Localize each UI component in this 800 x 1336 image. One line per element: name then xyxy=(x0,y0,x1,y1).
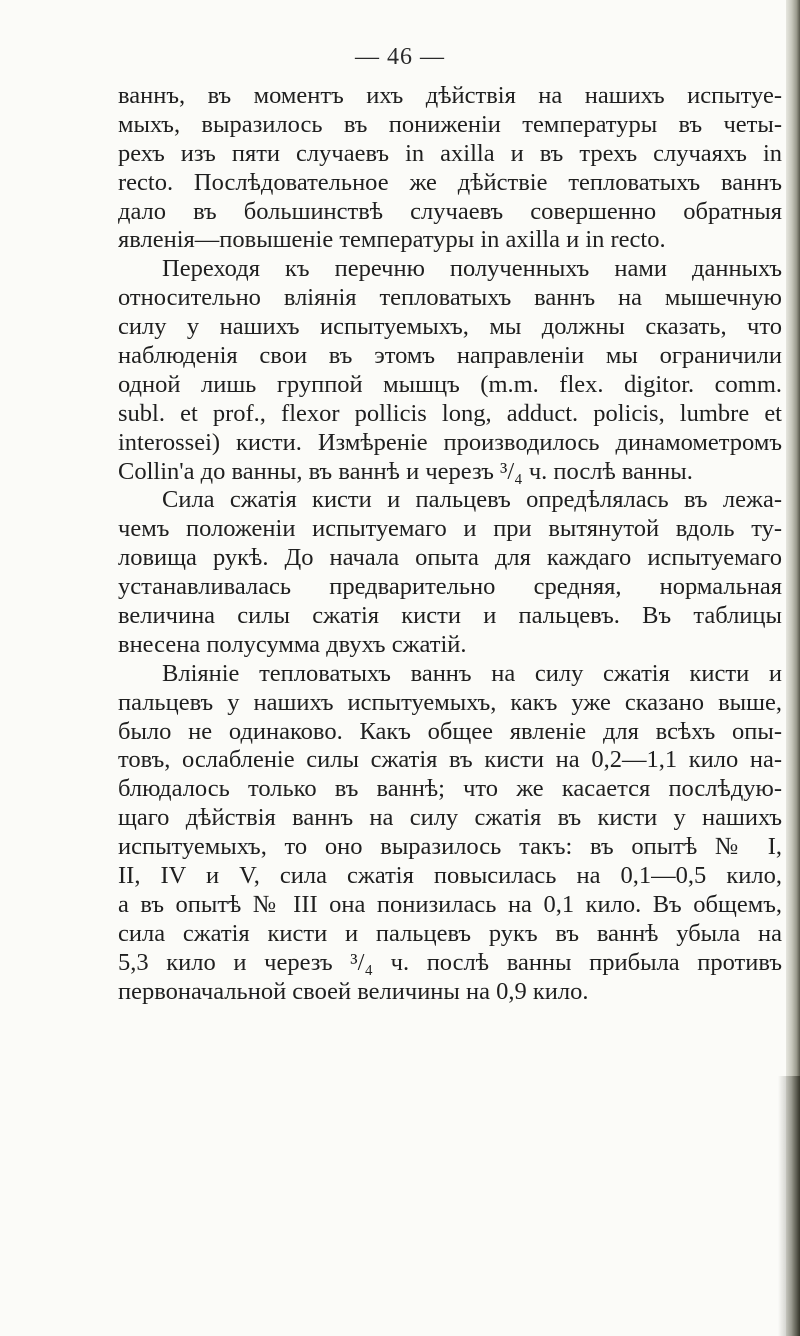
paragraph-4 xyxy=(118,660,782,1007)
text-line: Collin'a до ванны, въ ваннѣ и черезъ ³/₄ ч. послѣ ванны. xyxy=(118,457,693,485)
text-line: дало въ большинствѣ случаевъ совершенно обратныя xyxy=(118,197,782,225)
text-line: силу у нашихъ испытуемыхъ, мы должны сказать, что xyxy=(118,313,782,341)
text-line: щаго дѣйствія ваннъ на силу сжатія въ кисти у нашихъ xyxy=(118,804,782,832)
text-line: а въ опытѣ № III она понизилась на 0,1 кило. Въ общемъ, xyxy=(118,890,782,918)
text-line: мыхъ, выразилось въ пониженіи температуры въ четы- xyxy=(118,110,782,138)
text-line: 5,3 кило и черезъ ³/₄ ч. послѣ ванны прибыла противъ xyxy=(118,948,782,976)
text-line: относительно вліянія тепловатыхъ ваннъ на мышечную xyxy=(118,284,782,312)
paragraph-3 xyxy=(118,486,782,659)
text-line: сила сжатія кисти и пальцевъ рукъ въ ваннѣ убыла на xyxy=(118,919,782,947)
text-line: устанавливалась предварительно средняя, нормальная xyxy=(118,573,782,601)
text-line: величина силы сжатія кисти и пальцевъ. Въ таблицы xyxy=(118,602,782,630)
text-line: interossei) кисти. Измѣреніе производилось динамометромъ xyxy=(118,428,782,456)
text-line: рехъ изъ пяти случаевъ in axilla и въ трехъ случаяхъ in xyxy=(118,139,782,167)
text-line: Переходя къ перечню полученныхъ нами данныхъ xyxy=(162,255,782,283)
text-line: первоначальной своей величины на 0,9 кило. xyxy=(118,977,589,1005)
page-number: — 46 — xyxy=(355,44,445,70)
text-line: recto. Послѣдовательное же дѣйствіе тепловатыхъ ваннъ xyxy=(118,168,782,196)
text-line: блюдалось только въ ваннѣ; что же касается послѣдую- xyxy=(118,775,782,803)
text-line: внесена полусумма двухъ сжатій. xyxy=(118,630,467,658)
text-line: пальцевъ у нашихъ испытуемыхъ, какъ уже сказано выше, xyxy=(118,688,782,716)
text-line: чемъ положеніи испытуемаго и при вытянутой вдоль ту- xyxy=(118,515,782,543)
paragraph-1 xyxy=(118,82,782,255)
text-line: явленія—повышеніе температуры in axilla и in recto. xyxy=(118,226,666,254)
text-line: Сила сжатія кисти и пальцевъ опредѣлялась въ лежа- xyxy=(162,486,782,514)
text-line: Вліяніе тепловатыхъ ваннъ на силу сжатія кисти и xyxy=(162,659,782,687)
text-line: II, IV и V, сила сжатія повысилась на 0,1—0,5 кило, xyxy=(118,862,782,890)
text-line: ваннъ, въ моментъ ихъ дѣйствія на нашихъ испытуе- xyxy=(118,82,782,109)
paragraph-2 xyxy=(118,255,782,486)
text-line: было не одинаково. Какъ общее явленіе для всѣхъ опы- xyxy=(118,717,782,745)
text-line: ловища рукѣ. До начала опыта для каждаго испытуемаго xyxy=(118,544,782,572)
text-line: одной лишь группой мышцъ (m.m. flex. digitor. comm. xyxy=(118,370,782,398)
text-line: испытуемыхъ, то оно выразилось такъ: въ опытѣ № I, xyxy=(118,833,782,861)
body-text xyxy=(118,82,782,1007)
page-corner-shadow xyxy=(778,1076,800,1336)
text-line: subl. et prof., flexor pollicis long, adduct. policis, lumbre et xyxy=(118,399,782,427)
text-line: товъ, ослабленіе силы сжатія въ кисти на 0,2—1,1 кило на- xyxy=(118,746,782,774)
text-line: наблюденія свои въ этомъ направленіи мы ограничили xyxy=(118,342,782,370)
